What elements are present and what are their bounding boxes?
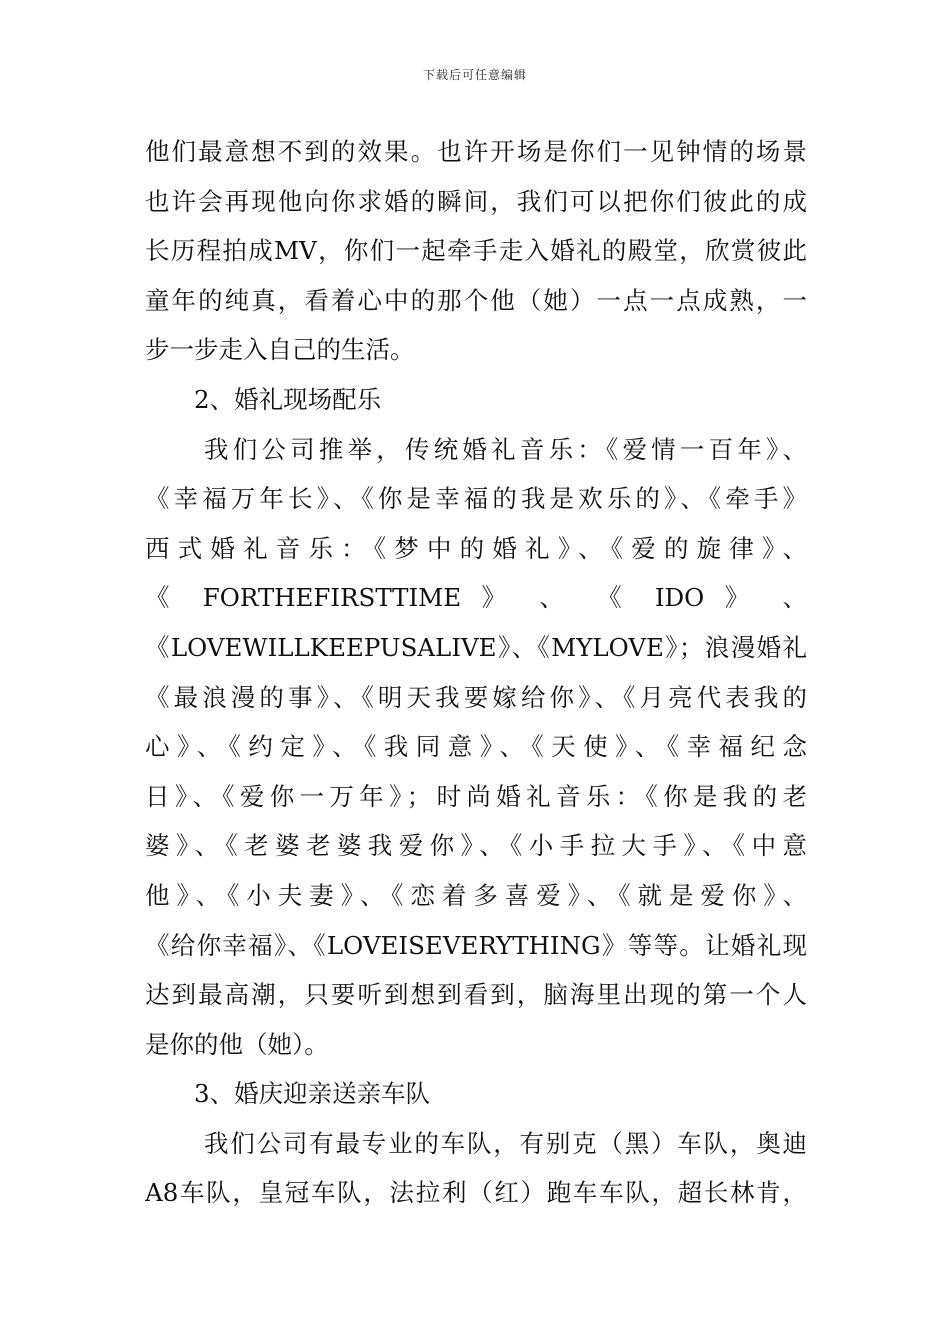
text-line: 达到最高潮，只要听到想到看到，脑海里出现的第一个人 [145,980,807,1010]
text-line: A8车队，皇冠车队，法拉利（红）跑车车队，超长林肯， [145,1178,807,1208]
page-header: 下载后可任意编辑 [422,68,527,82]
text-line: 《最浪漫的事》、《明天我要嫁给你》、《月亮代表我的 [145,682,807,712]
text-line: 《LOVEWILLKEEPUSALIVE》、《MYLOVE》；浪漫婚礼 [145,632,807,662]
text-line: 他》、《小夫妻》、《恋着多喜爱》、《就是爱你》、 [145,880,807,910]
text-line: 婆》、《老婆老婆我爱你》、《小手拉大手》、《中意 [145,831,807,861]
text-line: 他们最意想不到的效果。也许开场是你们一见钟情的场景 [145,137,807,166]
section-heading: 2、婚礼现场配乐 [194,384,382,414]
body-text [145,127,807,1218]
text-line: 日》、《爱你一万年》；时尚婚礼音乐：《你是我的老 [145,781,807,811]
section-heading: 3、婚庆迎亲送亲车队 [194,1079,431,1109]
text-line: 我们公司有最专业的车队，有别克（黑）车队，奥迪 [204,1128,807,1158]
text-line: 也许会再现他向你求婚的瞬间，我们可以把你们彼此的成 [145,186,807,216]
text-line: 《幸福万年长》、《你是幸福的我是欢乐的》、《牵手》 [145,484,807,514]
text-line: 《 FORTHEFIRSTTIME 》 、 《 IDO 》 、 [145,583,807,613]
text-line: 长历程拍成MV，你们一起牵手走入婚礼的殿堂，欣赏彼此 [145,236,807,266]
text-line: 步一步走入自己的生活。 [145,335,415,365]
text-line: 心》、《约定》、《我同意》、《天使》、《幸福纪念 [145,732,807,762]
text-line: 童年的纯真，看着心中的那个他（她）一点一点成熟，一 [145,285,807,315]
text-line: 西式婚礼音乐：《梦中的婚礼》、《爱的旋律》、 [145,533,807,563]
text-line: 我们公司推举，传统婚礼音乐：《爱情一百年》、 [204,434,807,464]
text-line: 《给你幸福》、《LOVEISEVERYTHING》等等。让婚礼现 [145,930,807,960]
text-line: 是你的他（她）。 [145,1029,329,1059]
